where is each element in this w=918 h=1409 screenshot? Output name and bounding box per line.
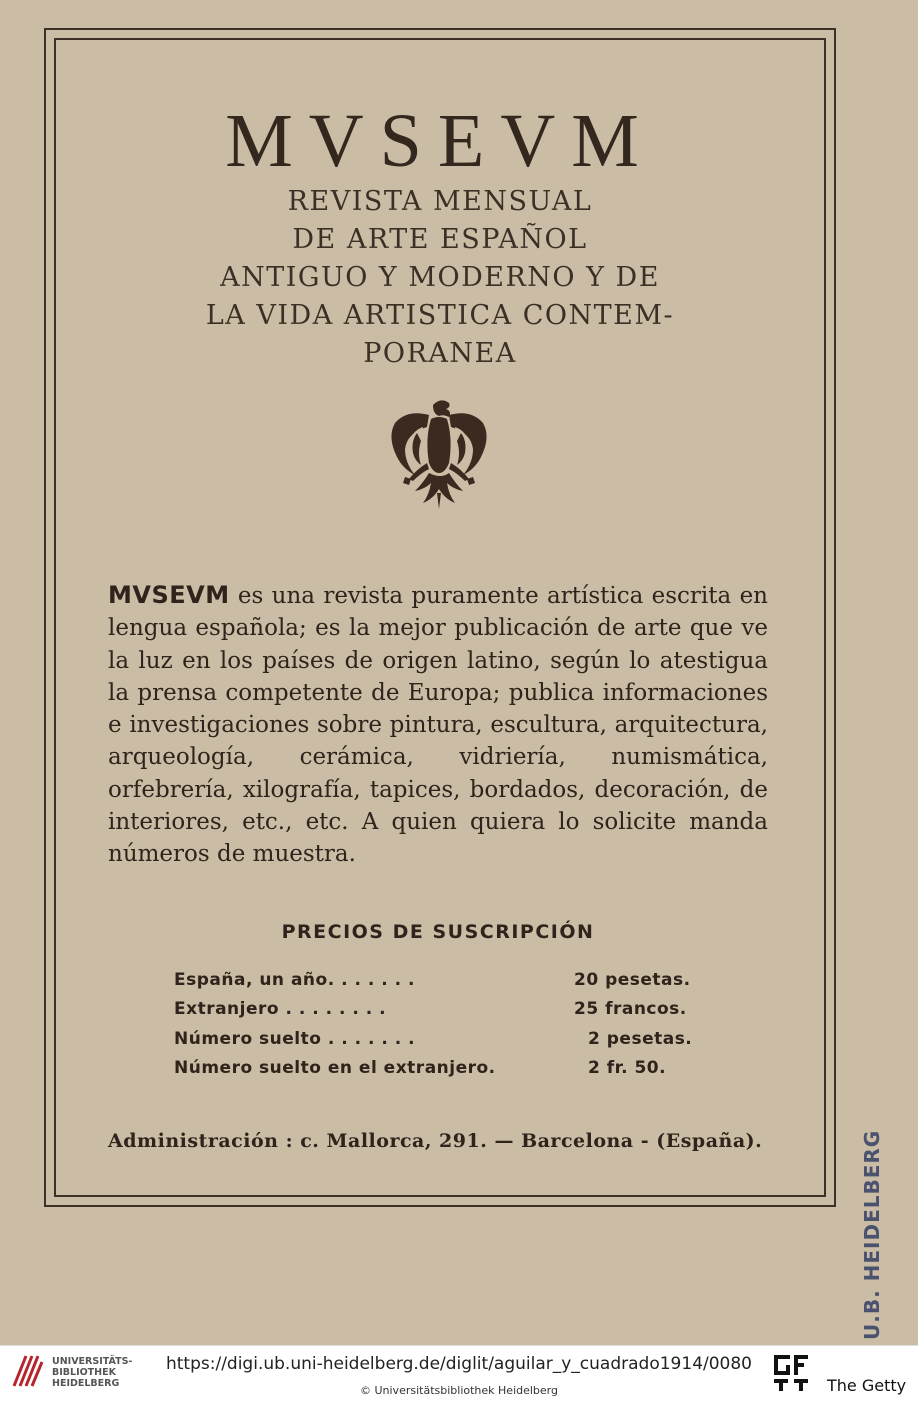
subtitle-line: REVISTA MENSUAL [287,186,593,217]
getty-name: The Getty [827,1376,907,1395]
description-lead: MVSEVM [108,581,230,609]
price-row [174,999,714,1027]
university-name-line: BIBLIOTHEK [52,1367,116,1378]
price-value: 2 pesetas. [588,1029,693,1049]
subtitle-line: LA VIDA ARTISTICA CONTEM- [205,300,675,331]
university-name-line: HEIDELBERG [52,1378,120,1389]
price-value: 20 pesetas. [574,970,691,990]
library-stamp: U.B. HEIDELBERG [860,1129,884,1340]
price-label: España, un año. . . . . . . [174,970,415,990]
subtitle-line: DE ARTE ESPAÑOL [292,224,588,255]
copyright-notice: © Universitätsbibliothek Heidelberg [359,1384,558,1397]
page-url-link[interactable]: https://digi.ub.uni-heidelberg.de/diglit/aguilar_y_cuadrado1914/0080 [165,1354,752,1374]
price-label: Número suelto . . . . . . . [174,1029,416,1049]
price-row [174,1029,714,1057]
university-name-line: UNIVERSITÄTS- [52,1356,133,1367]
price-value: 2 fr. 50. [588,1058,667,1078]
price-row [174,970,714,998]
description-text: es una revista puramente artística escrita en lengua española; es la mejor publicación de arte que ve la luz en los países de origen latino, según lo atestigua la prensa competente de Europa; publica informaciones e investigaciones sobre pintura, escultura, arquitectura, arqueología, cerámica, vidriería, numismática, orfebrería, xilografía, tapices, bordados, decoración, de interiores, etc., etc. A quien quiera lo solicite manda números de muestra. [108,583,768,868]
description-paragraph [108,579,768,871]
administration-address: Administración : c. Mallorca, 291. — Barcelona - (España). [108,1130,763,1152]
magazine-subtitle [0,183,880,373]
eagle-emblem-icon [383,393,495,513]
price-label: Extranjero . . . . . . . . [174,999,387,1019]
price-row [174,1058,714,1086]
subtitle-line: PORANEA [363,338,517,369]
subtitle-line: ANTIGUO Y MODERNO Y DE [220,262,660,293]
magazine-title: MVSEVM [225,99,655,183]
prices-title: PRECIOS DE SUSCRIPCIÓN [281,921,595,943]
getty-logo-icon[interactable] [772,1353,812,1393]
price-value: 25 francos. [574,999,687,1019]
price-label: Número suelto en el extranjero. [174,1058,496,1078]
